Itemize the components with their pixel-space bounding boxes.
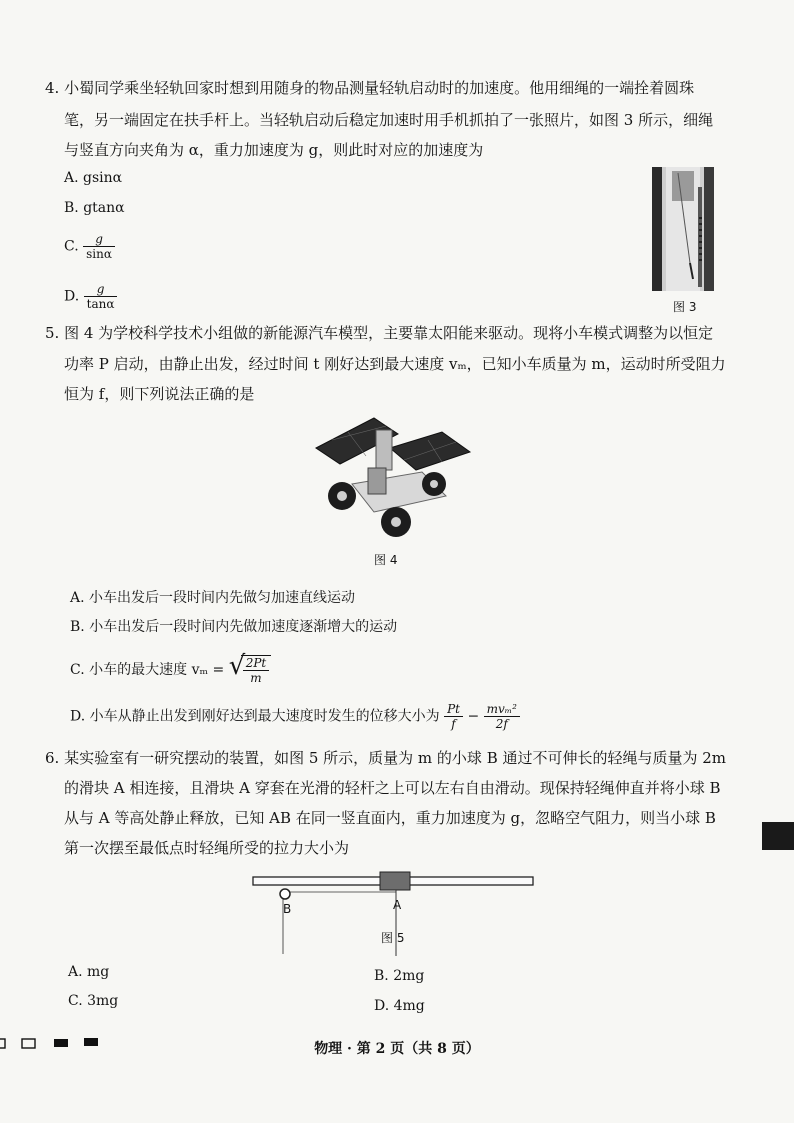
q6-line-3: 从与 A 等高处静止释放，已知 AB 在同一竖直面内，重力加速度为 g，忽略空气阻力，则当小球 B [64, 809, 716, 827]
q6-option-b: B. 2mg [374, 968, 425, 984]
q6-line-4: 第一次摆至最低点时轻绳所受的拉力大小为 [64, 839, 350, 857]
page-footer: 物理 · 第 2 页（共 8 页） [314, 1041, 480, 1057]
q6-line-2: 的滑块 A 相连接，且滑块 A 穿套在光滑的轻杆之上可以左右自由滑动。现保持轻绳伸直并将小球 B [64, 779, 721, 797]
figure-5-label-b: B [283, 902, 292, 916]
q5-option-d-fraction-2: $\frac{\text{mvₘ²}}{2f}$ [484, 702, 520, 731]
q5-option-b: B. 小车出发后一段时间内先做加速度逐渐增大的运动 [70, 619, 398, 635]
q4-option-d-fraction: $\frac{g}{\tan\alpha}$ [84, 282, 118, 311]
q4-option-d: D. $\frac{g}{\tan\alpha}$ [64, 282, 117, 311]
q4-line-2: 笔，另一端固定在扶手杆上。当轻轨启动后稳定加速时用手机抓拍了一张照片，如图 3 所示，细绳 [64, 111, 714, 129]
q4-line-1: 4. 小蜀同学乘坐轻轨回家时想到用随身的物品测量轻轨启动时的加速度。他用细绳的一端拴着圆珠 [45, 79, 695, 97]
figure-4-caption: 图 4 [374, 553, 398, 567]
q4-option-c-fraction: $\frac{g}{\sin\alpha}$ [83, 232, 115, 261]
q6-line-1: 6. 某实验室有一研究摆动的装置，如图 5 所示，质量为 m 的小球 B 通过不可伸长的轻绳与质量为 2m [45, 749, 727, 767]
q5-option-c: C. 小车的最大速度 vₘ = √ $\frac{2Pt}{m}$ [70, 655, 271, 685]
q5-line-1: 5. 图 4 为学校科学技术小组做的新能源汽车模型，主要靠太阳能来驱动。现将小车模式调整为以恒定 [45, 324, 714, 342]
q5-option-d-fraction-1: $\frac{Pt}{f}$ [444, 702, 463, 731]
q4-option-b: B. gtanα [64, 200, 125, 216]
q5-option-d: D. 小车从静止出发到刚好达到最大速度时发生的位移大小为 $\frac{Pt}{f}$ − $\frac{\text{mvₘ²}}{2f}$ [70, 702, 520, 731]
figure-4-solar-car [312, 408, 478, 540]
q5-line-2: 功率 P 启动，由静止出发，经过时间 t 刚好达到最大速度 vₘ，已知小车质量为 m，运动时所受阻力 [64, 355, 726, 373]
q5-line-3: 恒为 f，则下列说法正确的是 [64, 385, 255, 403]
side-tab-marker [762, 822, 794, 850]
q4-option-c: C. $\frac{g}{\sin\alpha}$ [64, 232, 115, 261]
figure-5-caption: 图 5 [381, 931, 405, 945]
q4-line-3: 与竖直方向夹角为 α，重力加速度为 g，则此时对应的加速度为 [64, 141, 484, 159]
q6-option-d: D. 4mg [374, 998, 425, 1014]
figure-3-photo [652, 167, 714, 291]
q5-option-c-sqrt: √ $\frac{2Pt}{m}$ [229, 655, 272, 685]
q5-option-a: A. 小车出发后一段时间内先做匀加速直线运动 [70, 590, 356, 606]
q6-option-a: A. mg [68, 964, 110, 980]
q6-option-c: C. 3mg [68, 993, 119, 1009]
figure-5-label-a: A [393, 898, 402, 912]
figure-3-caption: 图 3 [673, 300, 697, 314]
figure-5-apparatus [250, 868, 536, 962]
q4-option-a: A. gsinα [64, 170, 123, 186]
